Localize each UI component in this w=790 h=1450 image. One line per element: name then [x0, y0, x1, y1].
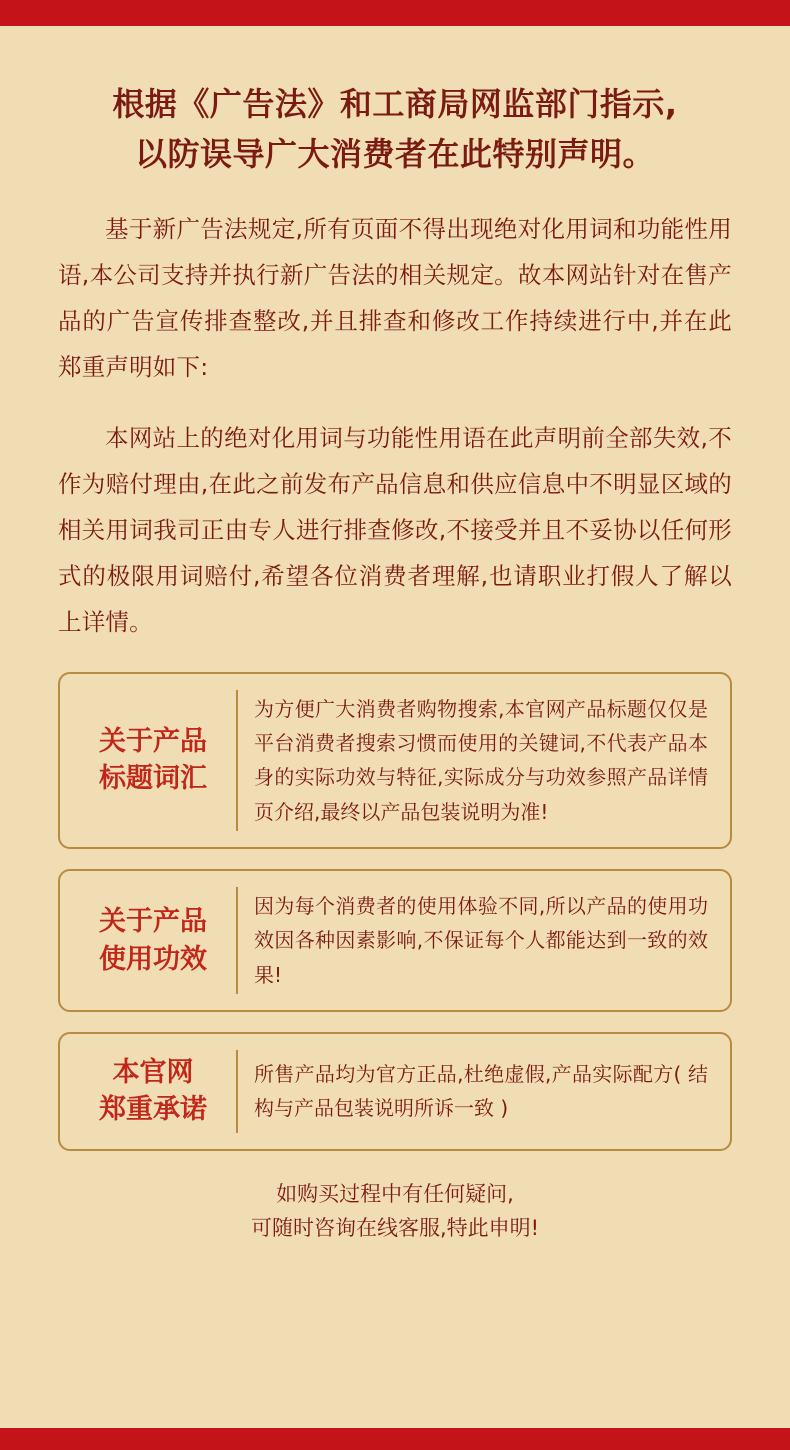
card-title [70, 690, 238, 832]
page-title-line-2: 以防误导广大消费者在此特别声明。 [134, 134, 655, 173]
footnote [58, 1177, 732, 1246]
card-text [238, 887, 712, 994]
card-title-line-2: 使用功效 [99, 943, 207, 975]
page-title-line-1: 根据《广告法》和工商局网监部门指示, [112, 85, 678, 123]
statement-paragraph-2: 本网站上的绝对化用词与功能性用语在此声明前全部失效,不作为赔付理由,在此之前发布产品信息和供应信息中不明显区域的相关用词我司正由专人进行排查修改,不接受并且不妥协以任何形式的极限用词赔付,希望各位消费者理解,也请职业打假人了解以上详情。 [58, 424, 732, 636]
card-title-line-1: 关于产品 [99, 726, 207, 758]
card-title-line-1: 关于产品 [99, 906, 207, 938]
statement-card [58, 672, 732, 850]
footnote-line-2: 可随时咨询在线客服,特此申明! [250, 1216, 540, 1241]
card-title-line-2: 标题词汇 [99, 763, 207, 795]
footnote-line-1: 如购买过程中有任何疑问, [276, 1181, 514, 1206]
card-text-body: 为方便广大消费者购物搜索,本官网产品标题仅仅是平台消费者搜索习惯而使用的关键词,不代表产品本身的实际功效与特征,实际成分与功效参照产品详情页介绍,最终以产品包装说明为准! [254, 696, 708, 824]
bottom-red-band [0, 1428, 790, 1450]
statement-card [58, 1032, 732, 1151]
card-title-line-2: 郑重承诺 [99, 1094, 207, 1126]
card-text-body: 所售产品均为官方正品,杜绝虚假,产品实际配方( 结构与产品包装说明所诉一致 ) [254, 1062, 708, 1121]
statement-card [58, 869, 732, 1012]
statement-cards [58, 672, 732, 1151]
top-red-band [0, 0, 790, 26]
card-text-body: 因为每个消费者的使用体验不同,所以产品的使用功效因各种因素影响,不保证每个人都能达到一致的效果! [254, 894, 708, 987]
page-title [58, 26, 732, 179]
card-text [238, 690, 712, 832]
content-panel [0, 26, 790, 1428]
card-text [238, 1050, 712, 1133]
card-title [70, 887, 238, 994]
card-title-line-1: 本官网 [112, 1057, 194, 1089]
card-title [70, 1050, 238, 1133]
statement-body [58, 207, 732, 645]
statement-paragraph-1: 基于新广告法规定,所有页面不得出现绝对化用词和功能性用语,本公司支持并执行新广告法的相关规定。故本网站针对在售产品的广告宣传排查整改,并且排查和修改工作持续进行中,并在此郑重声明如下: [58, 215, 732, 381]
